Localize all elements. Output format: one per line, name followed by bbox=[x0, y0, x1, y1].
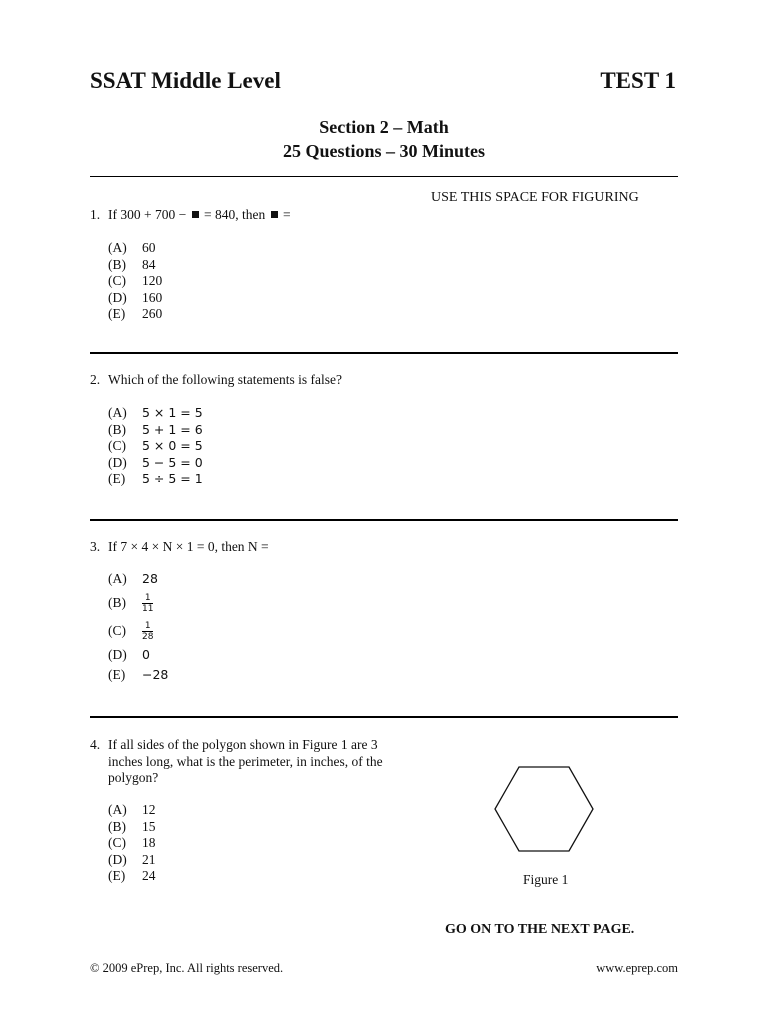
answer-choice[interactable] bbox=[108, 589, 168, 617]
question-4 bbox=[90, 737, 390, 785]
fraction-value bbox=[142, 621, 153, 642]
choice-label: (A) bbox=[108, 571, 127, 586]
fraction-denominator: 11 bbox=[142, 604, 154, 615]
question-stem: Which of the following statements is false? bbox=[108, 372, 342, 387]
fraction-value bbox=[142, 593, 153, 614]
question-stem: If 7 × 4 × N × 1 = 0, then N = bbox=[108, 539, 269, 554]
next-page-notice: GO ON TO THE NEXT PAGE. bbox=[445, 922, 635, 937]
answer-choice[interactable] bbox=[108, 455, 203, 472]
choice-value: 0 bbox=[142, 647, 150, 662]
choice-label: (E) bbox=[108, 471, 126, 486]
answer-choice[interactable] bbox=[108, 835, 156, 852]
fraction-denominator: 28 bbox=[142, 632, 154, 643]
choice-value: 84 bbox=[142, 256, 156, 272]
choice-label: (B) bbox=[108, 256, 126, 272]
answer-choice[interactable] bbox=[108, 852, 156, 869]
choice-label: (B) bbox=[108, 595, 126, 610]
figuring-space-label: USE THIS SPACE FOR FIGURING bbox=[431, 190, 639, 205]
answer-choice[interactable] bbox=[108, 257, 162, 274]
question-stem-part: If 300 + 700 − bbox=[108, 207, 190, 222]
question-stem-part: = bbox=[279, 207, 291, 222]
section-subtitle: 25 Questions – 30 Minutes bbox=[282, 141, 486, 161]
answer-choice[interactable] bbox=[108, 422, 203, 439]
answer-choice[interactable] bbox=[108, 617, 168, 645]
section-heading bbox=[0, 115, 768, 163]
divider bbox=[90, 352, 678, 354]
question-stem-part: = 840, then bbox=[200, 207, 269, 222]
question-2 bbox=[90, 372, 342, 389]
section-title: Section 2 – Math bbox=[319, 117, 449, 137]
choice-label: (A) bbox=[108, 405, 127, 420]
answer-choice[interactable] bbox=[108, 868, 156, 885]
question-number: 4. bbox=[90, 737, 101, 752]
choice-value: 260 bbox=[142, 306, 163, 321]
question-3 bbox=[90, 539, 269, 556]
divider bbox=[90, 519, 678, 521]
question-number: 1. bbox=[90, 207, 101, 222]
hexagon-shape bbox=[495, 767, 593, 851]
choice-label: (C) bbox=[108, 273, 126, 288]
answer-choices-q4 bbox=[108, 802, 156, 885]
choice-label: (B) bbox=[108, 818, 126, 834]
question-number: 3. bbox=[90, 539, 101, 554]
choice-label: (E) bbox=[108, 306, 126, 321]
answer-choice[interactable] bbox=[108, 819, 156, 836]
website-link[interactable]: www.eprep.com bbox=[596, 961, 678, 975]
choice-label: (A) bbox=[108, 240, 127, 255]
choice-value: 5 − 5 = 0 bbox=[142, 454, 203, 470]
choice-label: (D) bbox=[108, 647, 127, 662]
choice-label: (C) bbox=[108, 835, 126, 850]
answer-choice[interactable] bbox=[108, 571, 168, 589]
choice-value: 120 bbox=[142, 273, 163, 288]
test-number: TEST 1 bbox=[600, 68, 676, 93]
choice-label: (C) bbox=[108, 623, 126, 638]
choice-label: (D) bbox=[108, 289, 127, 305]
choice-value: 18 bbox=[142, 835, 156, 850]
choice-value: 5 × 0 = 5 bbox=[142, 438, 203, 453]
choice-label: (E) bbox=[108, 868, 126, 883]
divider bbox=[90, 176, 678, 177]
black-square-icon bbox=[192, 211, 199, 218]
answer-choices-q3 bbox=[108, 571, 168, 685]
answer-choice[interactable] bbox=[108, 405, 203, 422]
question-number: 2. bbox=[90, 372, 101, 387]
choice-label: (A) bbox=[108, 802, 127, 817]
choice-value: 12 bbox=[142, 802, 156, 817]
fraction-numerator: 1 bbox=[144, 593, 151, 604]
choice-label: (C) bbox=[108, 438, 126, 453]
choice-value: 5 × 1 = 5 bbox=[142, 405, 203, 420]
answer-choice[interactable] bbox=[108, 290, 162, 307]
choice-value: 15 bbox=[142, 818, 156, 834]
choice-label: (B) bbox=[108, 421, 126, 437]
answer-choice[interactable] bbox=[108, 645, 168, 665]
choice-value: 24 bbox=[142, 868, 156, 883]
answer-choice[interactable] bbox=[108, 273, 162, 290]
answer-choice[interactable] bbox=[108, 240, 162, 257]
hexagon-figure bbox=[494, 766, 594, 852]
answer-choice[interactable] bbox=[108, 665, 168, 685]
choice-value: 60 bbox=[142, 240, 156, 255]
black-square-icon bbox=[271, 211, 278, 218]
choice-value: −28 bbox=[142, 667, 169, 682]
divider bbox=[90, 716, 678, 718]
choice-value: 160 bbox=[142, 289, 163, 305]
choice-label: (D) bbox=[108, 851, 127, 867]
answer-choices-q1 bbox=[108, 240, 162, 323]
answer-choice[interactable] bbox=[108, 306, 162, 323]
answer-choice[interactable] bbox=[108, 802, 156, 819]
choice-value: 5 ÷ 5 = 1 bbox=[142, 471, 203, 486]
figure-caption: Figure 1 bbox=[523, 872, 569, 887]
answer-choice[interactable] bbox=[108, 471, 203, 488]
test-level-title: SSAT Middle Level bbox=[90, 68, 281, 93]
choice-value: 21 bbox=[142, 851, 156, 867]
choice-value: 28 bbox=[142, 571, 158, 586]
choice-label: (D) bbox=[108, 454, 127, 470]
question-1 bbox=[90, 207, 291, 224]
answer-choices-q2 bbox=[108, 405, 203, 488]
question-stem: If all sides of the polygon shown in Figure 1 are 3 inches long, what is the perimeter, in inches, of the polygon? bbox=[108, 737, 383, 785]
choice-label: (E) bbox=[108, 667, 126, 682]
choice-value: 5 + 1 = 6 bbox=[142, 421, 203, 437]
fraction-numerator: 1 bbox=[144, 621, 151, 632]
answer-choice[interactable] bbox=[108, 438, 203, 455]
copyright: © 2009 ePrep, Inc. All rights reserved. bbox=[90, 961, 284, 975]
